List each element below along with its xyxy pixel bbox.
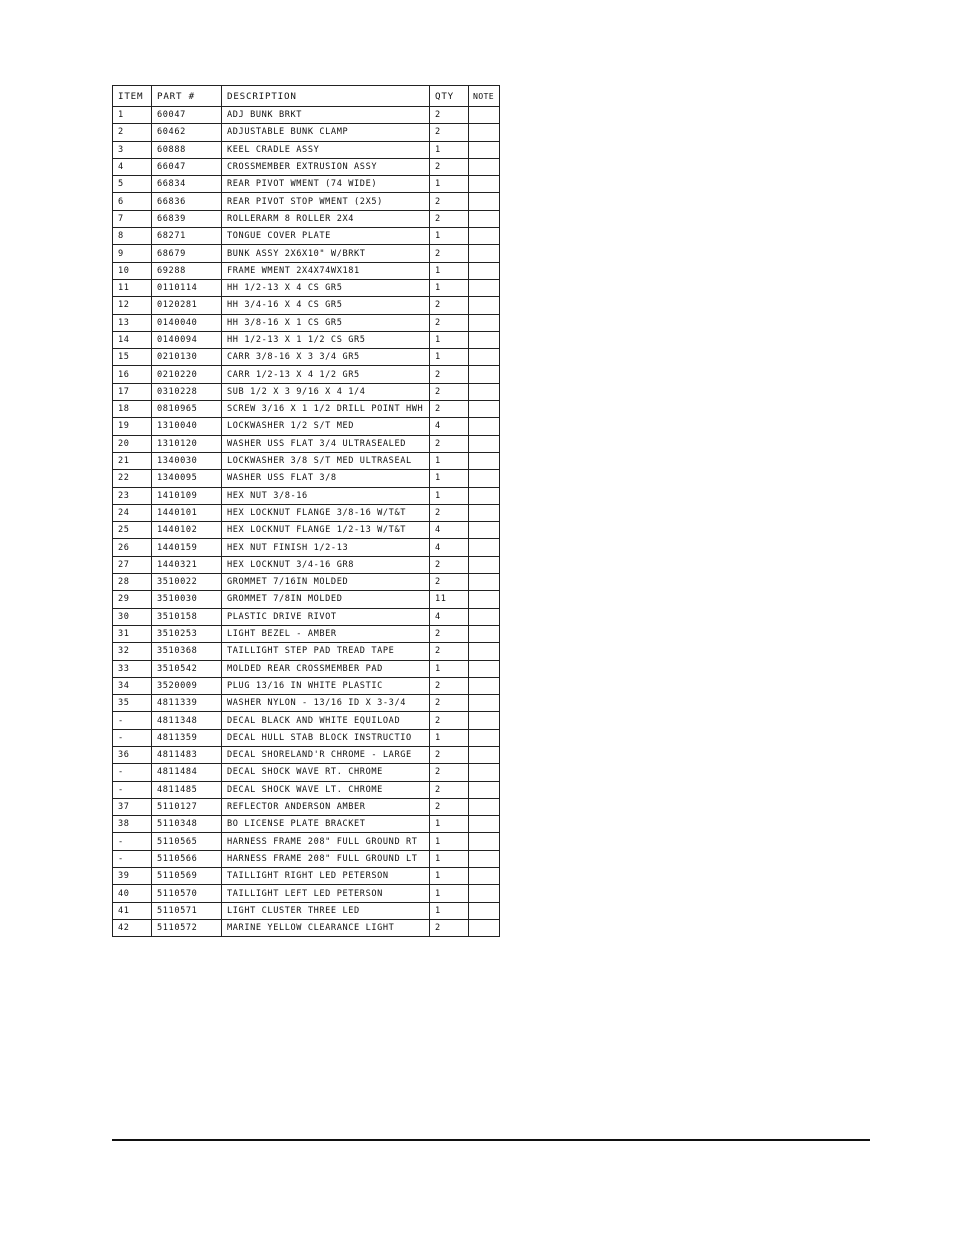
cell-note xyxy=(469,574,500,591)
cell-note xyxy=(469,279,500,296)
cell-item: 10 xyxy=(113,262,152,279)
cell-note xyxy=(469,141,500,158)
cell-item: 1 xyxy=(113,107,152,124)
cell-item: 18 xyxy=(113,401,152,418)
cell-part-number: 0810965 xyxy=(152,401,222,418)
table-row xyxy=(113,176,500,193)
cell-item: 14 xyxy=(113,331,152,348)
cell-note xyxy=(469,902,500,919)
cell-qty: 1 xyxy=(430,279,469,296)
cell-part-number: 5110348 xyxy=(152,816,222,833)
table-row xyxy=(113,297,500,314)
cell-description: TAILLIGHT RIGHT LED PETERSON xyxy=(222,868,430,885)
cell-note xyxy=(469,366,500,383)
cell-item: 7 xyxy=(113,210,152,227)
cell-part-number: 5110565 xyxy=(152,833,222,850)
cell-qty: 1 xyxy=(430,729,469,746)
cell-qty: 2 xyxy=(430,297,469,314)
cell-note xyxy=(469,781,500,798)
cell-description: ROLLERARM 8 ROLLER 2X4 xyxy=(222,210,430,227)
cell-qty: 4 xyxy=(430,608,469,625)
cell-item: 33 xyxy=(113,660,152,677)
cell-note xyxy=(469,314,500,331)
cell-qty: 1 xyxy=(430,349,469,366)
cell-part-number: 0110114 xyxy=(152,279,222,296)
cell-part-number: 4811484 xyxy=(152,764,222,781)
cell-note xyxy=(469,764,500,781)
cell-item: 28 xyxy=(113,574,152,591)
cell-qty: 1 xyxy=(430,331,469,348)
cell-description: HEX LOCKNUT FLANGE 3/8-16 W/T&T xyxy=(222,504,430,521)
cell-description: WASHER USS FLAT 3/8 xyxy=(222,470,430,487)
cell-qty: 1 xyxy=(430,452,469,469)
cell-part-number: 3510030 xyxy=(152,591,222,608)
cell-note xyxy=(469,504,500,521)
cell-part-number: 0140040 xyxy=(152,314,222,331)
cell-note xyxy=(469,919,500,936)
cell-note xyxy=(469,729,500,746)
cell-note xyxy=(469,107,500,124)
cell-item: 8 xyxy=(113,228,152,245)
table-row xyxy=(113,608,500,625)
cell-part-number: 4811483 xyxy=(152,746,222,763)
table-row xyxy=(113,401,500,418)
cell-description: DECAL SHOCK WAVE RT. CHROME xyxy=(222,764,430,781)
cell-description: DECAL SHOCK WAVE LT. CHROME xyxy=(222,781,430,798)
table-row xyxy=(113,366,500,383)
cell-part-number: 1440159 xyxy=(152,539,222,556)
cell-qty: 11 xyxy=(430,591,469,608)
cell-item: 24 xyxy=(113,504,152,521)
header-part-number: PART # xyxy=(152,86,222,107)
table-row xyxy=(113,349,500,366)
cell-qty: 4 xyxy=(430,539,469,556)
cell-qty: 2 xyxy=(430,383,469,400)
table-row xyxy=(113,695,500,712)
cell-item: 17 xyxy=(113,383,152,400)
cell-note xyxy=(469,262,500,279)
table-row xyxy=(113,124,500,141)
cell-description: PLASTIC DRIVE RIVOT xyxy=(222,608,430,625)
cell-item: 37 xyxy=(113,798,152,815)
cell-note xyxy=(469,798,500,815)
cell-note xyxy=(469,470,500,487)
cell-item: 11 xyxy=(113,279,152,296)
table-row xyxy=(113,470,500,487)
table-row xyxy=(113,504,500,521)
cell-qty: 2 xyxy=(430,158,469,175)
cell-item: 21 xyxy=(113,452,152,469)
cell-note xyxy=(469,452,500,469)
header-note: NOTE xyxy=(469,86,500,107)
cell-part-number: 4811339 xyxy=(152,695,222,712)
table-row xyxy=(113,781,500,798)
table-row xyxy=(113,279,500,296)
cell-item: 19 xyxy=(113,418,152,435)
cell-description: TAILLIGHT STEP PAD TREAD TAPE xyxy=(222,643,430,660)
cell-item: 27 xyxy=(113,556,152,573)
cell-note xyxy=(469,487,500,504)
cell-description: SUB 1/2 X 3 9/16 X 4 1/4 xyxy=(222,383,430,400)
cell-description: TAILLIGHT LEFT LED PETERSON xyxy=(222,885,430,902)
cell-note xyxy=(469,660,500,677)
table-row xyxy=(113,574,500,591)
cell-part-number: 4811359 xyxy=(152,729,222,746)
cell-description: HH 3/8-16 X 1 CS GR5 xyxy=(222,314,430,331)
cell-note xyxy=(469,383,500,400)
cell-note xyxy=(469,850,500,867)
cell-qty: 2 xyxy=(430,695,469,712)
cell-description: CARR 1/2-13 X 4 1/2 GR5 xyxy=(222,366,430,383)
cell-description: HH 1/2-13 X 1 1/2 CS GR5 xyxy=(222,331,430,348)
cell-item: 26 xyxy=(113,539,152,556)
header-row xyxy=(113,86,500,107)
cell-qty: 2 xyxy=(430,401,469,418)
table-row xyxy=(113,798,500,815)
cell-note xyxy=(469,158,500,175)
cell-note xyxy=(469,868,500,885)
table-row xyxy=(113,141,500,158)
table-row xyxy=(113,591,500,608)
cell-item: 34 xyxy=(113,677,152,694)
cell-qty: 2 xyxy=(430,798,469,815)
cell-note xyxy=(469,625,500,642)
cell-part-number: 1410109 xyxy=(152,487,222,504)
cell-note xyxy=(469,297,500,314)
table-row xyxy=(113,331,500,348)
cell-note xyxy=(469,435,500,452)
cell-qty: 1 xyxy=(430,833,469,850)
cell-qty: 2 xyxy=(430,366,469,383)
cell-part-number: 1310120 xyxy=(152,435,222,452)
cell-description: LOCKWASHER 1/2 S/T MED xyxy=(222,418,430,435)
table-row xyxy=(113,245,500,262)
cell-qty: 4 xyxy=(430,522,469,539)
table-row xyxy=(113,314,500,331)
table-row xyxy=(113,850,500,867)
cell-qty: 1 xyxy=(430,868,469,885)
cell-description: LOCKWASHER 3/8 S/T MED ULTRASEAL xyxy=(222,452,430,469)
cell-description: WASHER NYLON - 13/16 ID X 3-3/4 xyxy=(222,695,430,712)
cell-part-number: 0210130 xyxy=(152,349,222,366)
cell-part-number: 0120281 xyxy=(152,297,222,314)
footer-rule xyxy=(112,1139,870,1141)
cell-note xyxy=(469,401,500,418)
cell-description: DECAL SHORELAND'R CHROME - LARGE xyxy=(222,746,430,763)
parts-list-table xyxy=(112,85,500,937)
cell-qty: 2 xyxy=(430,193,469,210)
cell-note xyxy=(469,193,500,210)
cell-description: KEEL CRADLE ASSY xyxy=(222,141,430,158)
cell-note xyxy=(469,331,500,348)
cell-description: HEX LOCKNUT FLANGE 1/2-13 W/T&T xyxy=(222,522,430,539)
cell-part-number: 4811485 xyxy=(152,781,222,798)
cell-item: 29 xyxy=(113,591,152,608)
table-row xyxy=(113,764,500,781)
cell-note xyxy=(469,539,500,556)
table-row xyxy=(113,919,500,936)
cell-description: HH 1/2-13 X 4 CS GR5 xyxy=(222,279,430,296)
cell-qty: 1 xyxy=(430,816,469,833)
cell-qty: 2 xyxy=(430,314,469,331)
cell-description: MOLDED REAR CROSSMEMBER PAD xyxy=(222,660,430,677)
table-row xyxy=(113,677,500,694)
cell-part-number: 0210220 xyxy=(152,366,222,383)
cell-description: REAR PIVOT WMENT (74 WIDE) xyxy=(222,176,430,193)
cell-part-number: 66839 xyxy=(152,210,222,227)
cell-part-number: 3520009 xyxy=(152,677,222,694)
cell-note xyxy=(469,712,500,729)
cell-description: MARINE YELLOW CLEARANCE LIGHT xyxy=(222,919,430,936)
header-qty: QTY xyxy=(430,86,469,107)
cell-qty: 2 xyxy=(430,643,469,660)
cell-qty: 2 xyxy=(430,746,469,763)
cell-description: TONGUE COVER PLATE xyxy=(222,228,430,245)
cell-item: 20 xyxy=(113,435,152,452)
cell-description: HARNESS FRAME 208" FULL GROUND LT xyxy=(222,850,430,867)
cell-item: - xyxy=(113,781,152,798)
cell-qty: 2 xyxy=(430,781,469,798)
table-row xyxy=(113,435,500,452)
table-row xyxy=(113,660,500,677)
table-row xyxy=(113,539,500,556)
cell-item: 35 xyxy=(113,695,152,712)
cell-item: 30 xyxy=(113,608,152,625)
cell-part-number: 5110569 xyxy=(152,868,222,885)
cell-note xyxy=(469,210,500,227)
header-item: ITEM xyxy=(113,86,152,107)
cell-description: DECAL HULL STAB BLOCK INSTRUCTIO xyxy=(222,729,430,746)
table-row xyxy=(113,556,500,573)
cell-part-number: 1340095 xyxy=(152,470,222,487)
cell-item: - xyxy=(113,729,152,746)
cell-part-number: 1440321 xyxy=(152,556,222,573)
cell-qty: 2 xyxy=(430,574,469,591)
cell-description: SCREW 3/16 X 1 1/2 DRILL POINT HWH xyxy=(222,401,430,418)
cell-description: ADJ BUNK BRKT xyxy=(222,107,430,124)
cell-qty: 1 xyxy=(430,885,469,902)
cell-note xyxy=(469,816,500,833)
cell-note xyxy=(469,746,500,763)
cell-part-number: 3510022 xyxy=(152,574,222,591)
cell-description: HEX LOCKNUT 3/4-16 GR8 xyxy=(222,556,430,573)
cell-item: 22 xyxy=(113,470,152,487)
cell-qty: 2 xyxy=(430,504,469,521)
cell-item: 9 xyxy=(113,245,152,262)
cell-part-number: 60047 xyxy=(152,107,222,124)
cell-part-number: 66836 xyxy=(152,193,222,210)
table-row xyxy=(113,746,500,763)
cell-description: HH 3/4-16 X 4 CS GR5 xyxy=(222,297,430,314)
cell-qty: 2 xyxy=(430,107,469,124)
cell-part-number: 1340030 xyxy=(152,452,222,469)
cell-item: 36 xyxy=(113,746,152,763)
table-row xyxy=(113,643,500,660)
cell-description: FRAME WMENT 2X4X74WX181 xyxy=(222,262,430,279)
cell-description: DECAL BLACK AND WHITE EQUILOAD xyxy=(222,712,430,729)
cell-part-number: 60462 xyxy=(152,124,222,141)
cell-item: 12 xyxy=(113,297,152,314)
cell-note xyxy=(469,608,500,625)
cell-item: 5 xyxy=(113,176,152,193)
cell-note xyxy=(469,591,500,608)
cell-part-number: 5110127 xyxy=(152,798,222,815)
cell-item: - xyxy=(113,833,152,850)
cell-part-number: 3510158 xyxy=(152,608,222,625)
cell-part-number: 3510253 xyxy=(152,625,222,642)
cell-note xyxy=(469,228,500,245)
cell-description: REFLECTOR ANDERSON AMBER xyxy=(222,798,430,815)
cell-qty: 1 xyxy=(430,660,469,677)
table-row xyxy=(113,107,500,124)
table-row xyxy=(113,885,500,902)
cell-note xyxy=(469,176,500,193)
table-row xyxy=(113,158,500,175)
cell-item: 2 xyxy=(113,124,152,141)
cell-qty: 1 xyxy=(430,262,469,279)
cell-item: - xyxy=(113,764,152,781)
cell-qty: 2 xyxy=(430,712,469,729)
table-row xyxy=(113,487,500,504)
cell-description: LIGHT CLUSTER THREE LED xyxy=(222,902,430,919)
cell-note xyxy=(469,245,500,262)
cell-qty: 1 xyxy=(430,902,469,919)
cell-qty: 2 xyxy=(430,625,469,642)
cell-description: ADJUSTABLE BUNK CLAMP xyxy=(222,124,430,141)
cell-description: GROMMET 7/8IN MOLDED xyxy=(222,591,430,608)
table-row xyxy=(113,625,500,642)
cell-item: 42 xyxy=(113,919,152,936)
cell-qty: 2 xyxy=(430,435,469,452)
cell-part-number: 66047 xyxy=(152,158,222,175)
cell-note xyxy=(469,677,500,694)
table-row xyxy=(113,729,500,746)
cell-description: HARNESS FRAME 208" FULL GROUND RT xyxy=(222,833,430,850)
table-row xyxy=(113,452,500,469)
cell-part-number: 68271 xyxy=(152,228,222,245)
table-row xyxy=(113,383,500,400)
cell-description: PLUG 13/16 IN WHITE PLASTIC xyxy=(222,677,430,694)
cell-part-number: 5110571 xyxy=(152,902,222,919)
cell-note xyxy=(469,522,500,539)
parts-table-body xyxy=(113,107,500,937)
header-description: DESCRIPTION xyxy=(222,86,430,107)
cell-note xyxy=(469,885,500,902)
cell-item: 15 xyxy=(113,349,152,366)
cell-qty: 2 xyxy=(430,245,469,262)
cell-description: HEX NUT FINISH 1/2-13 xyxy=(222,539,430,556)
cell-item: 40 xyxy=(113,885,152,902)
cell-item: 41 xyxy=(113,902,152,919)
cell-qty: 2 xyxy=(430,556,469,573)
cell-part-number: 0140094 xyxy=(152,331,222,348)
cell-part-number: 60888 xyxy=(152,141,222,158)
table-row xyxy=(113,833,500,850)
cell-item: - xyxy=(113,850,152,867)
cell-part-number: 3510368 xyxy=(152,643,222,660)
cell-part-number: 5110572 xyxy=(152,919,222,936)
cell-item: 6 xyxy=(113,193,152,210)
cell-item: - xyxy=(113,712,152,729)
table-row xyxy=(113,210,500,227)
cell-item: 25 xyxy=(113,522,152,539)
cell-description: HEX NUT 3/8-16 xyxy=(222,487,430,504)
cell-description: REAR PIVOT STOP WMENT (2X5) xyxy=(222,193,430,210)
cell-item: 39 xyxy=(113,868,152,885)
cell-item: 23 xyxy=(113,487,152,504)
cell-qty: 2 xyxy=(430,124,469,141)
cell-part-number: 3510542 xyxy=(152,660,222,677)
cell-item: 4 xyxy=(113,158,152,175)
table-row xyxy=(113,262,500,279)
table-row xyxy=(113,193,500,210)
table-row xyxy=(113,902,500,919)
cell-qty: 1 xyxy=(430,850,469,867)
cell-qty: 2 xyxy=(430,764,469,781)
table-row xyxy=(113,816,500,833)
cell-part-number: 66834 xyxy=(152,176,222,193)
cell-part-number: 1310040 xyxy=(152,418,222,435)
parts-table-header xyxy=(113,86,500,107)
cell-description: CARR 3/8-16 X 3 3/4 GR5 xyxy=(222,349,430,366)
cell-qty: 4 xyxy=(430,418,469,435)
cell-item: 16 xyxy=(113,366,152,383)
cell-note xyxy=(469,556,500,573)
cell-note xyxy=(469,124,500,141)
cell-description: BO LICENSE PLATE BRACKET xyxy=(222,816,430,833)
cell-description: GROMMET 7/16IN MOLDED xyxy=(222,574,430,591)
cell-note xyxy=(469,833,500,850)
cell-qty: 1 xyxy=(430,176,469,193)
cell-part-number: 5110570 xyxy=(152,885,222,902)
cell-part-number: 69288 xyxy=(152,262,222,279)
table-row xyxy=(113,712,500,729)
cell-part-number: 5110566 xyxy=(152,850,222,867)
cell-qty: 1 xyxy=(430,228,469,245)
cell-qty: 2 xyxy=(430,677,469,694)
cell-part-number: 1440102 xyxy=(152,522,222,539)
table-row xyxy=(113,868,500,885)
cell-item: 13 xyxy=(113,314,152,331)
cell-part-number: 68679 xyxy=(152,245,222,262)
cell-description: BUNK ASSY 2X6X10" W/BRKT xyxy=(222,245,430,262)
cell-qty: 2 xyxy=(430,919,469,936)
cell-qty: 1 xyxy=(430,487,469,504)
cell-description: CROSSMEMBER EXTRUSION ASSY xyxy=(222,158,430,175)
cell-description: LIGHT BEZEL - AMBER xyxy=(222,625,430,642)
cell-note xyxy=(469,695,500,712)
cell-note xyxy=(469,643,500,660)
cell-item: 3 xyxy=(113,141,152,158)
cell-part-number: 0310228 xyxy=(152,383,222,400)
table-row xyxy=(113,522,500,539)
cell-note xyxy=(469,418,500,435)
cell-qty: 2 xyxy=(430,210,469,227)
cell-item: 31 xyxy=(113,625,152,642)
cell-qty: 1 xyxy=(430,141,469,158)
table-row xyxy=(113,418,500,435)
cell-part-number: 4811348 xyxy=(152,712,222,729)
cell-description: WASHER USS FLAT 3/4 ULTRASEALED xyxy=(222,435,430,452)
cell-part-number: 1440101 xyxy=(152,504,222,521)
cell-qty: 1 xyxy=(430,470,469,487)
table-row xyxy=(113,228,500,245)
cell-note xyxy=(469,349,500,366)
cell-item: 32 xyxy=(113,643,152,660)
cell-item: 38 xyxy=(113,816,152,833)
